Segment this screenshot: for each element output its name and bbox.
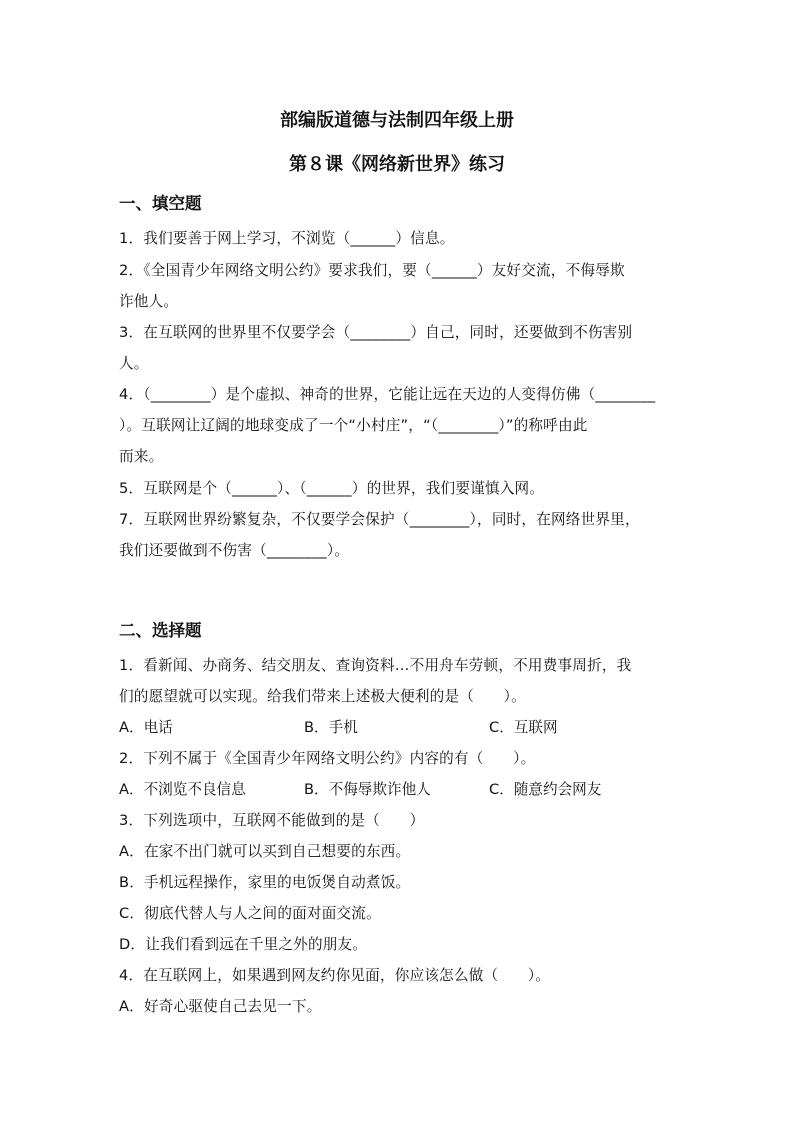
choice-option: A．好奇心驱使自己去见一下。: [119, 998, 322, 1015]
choice-option: A．在家不出门就可以买到自己想要的东西。: [119, 843, 411, 860]
question-stem: 4．在互联网上，如果遇到网友约你见面，你应该怎么做（ ）。: [119, 967, 551, 984]
fill-blank-line: 而来。: [119, 448, 164, 465]
section-heading-fill-blank: 一、填空题: [119, 194, 202, 213]
fill-blank-line: 7．互联网世界纷繁复杂，不仅要学会保护（________），同时，在网络世界里，: [119, 511, 640, 528]
choice-option: B．手机: [304, 719, 358, 736]
fill-blank-line: 人。: [119, 355, 149, 372]
choice-option: D．让我们看到远在千里之外的朋友。: [119, 936, 368, 953]
document-title: 部编版道德与法制四年级上册: [280, 110, 514, 131]
fill-blank-line: 2．《全国青少年网络文明公约》要求我们，要（______）友好交流，不侮辱欺: [119, 262, 625, 279]
fill-blank-line: 3．在互联网的世界里不仅要学会（________）自己，同时，还要做到不伤害别: [119, 324, 633, 341]
choice-option: C．彻底代替人与人之间的面对面交流。: [119, 905, 381, 922]
question-stem: 1．看新闻、办商务、结交朋友、查询资料…不用舟车劳顿，不用费事周折，我: [119, 657, 632, 674]
fill-blank-line: 我们还要做到不伤害（________）。: [119, 542, 350, 559]
choice-option: B．手机远程操作，家里的电饭煲自动煮饭。: [119, 874, 411, 891]
choice-option: C．互联网: [489, 719, 558, 736]
document-subtitle: 第８课《网络新世界》练习: [289, 154, 505, 175]
question-stem: 3．下列选项中，互联网不能做到的是（ ）: [119, 812, 425, 829]
fill-blank-line: ）。互联网让辽阔的地球变成了一个“小村庄”，“（________）”的称呼由此: [119, 417, 588, 434]
choice-option: B．不侮辱欺诈他人: [304, 781, 431, 798]
choice-option: A．电话: [119, 719, 173, 736]
fill-blank-line: 5．互联网是个（______）、（______）的世界，我们要谨慎入网。: [119, 480, 545, 497]
fill-blank-line: 诈他人。: [119, 293, 179, 310]
choice-option: C．随意约会网友: [489, 781, 602, 798]
fill-blank-line: 4．（________）是个虚拟、神奇的世界，它能让远在天边的人变得仿佛（________: [119, 386, 656, 403]
choice-option: A．不浏览不良信息: [119, 781, 246, 798]
fill-blank-line: 1．我们要善于网上学习，不浏览（______）信息。: [119, 230, 455, 247]
question-stem: 们的愿望就可以实现。给我们带来上述极大便利的是（ ）。: [119, 688, 526, 705]
question-stem: 2．下列不属于《全国青少年网络文明公约》内容的有（ ）。: [119, 750, 536, 767]
section-heading-multiple-choice: 二、选择题: [119, 621, 202, 640]
